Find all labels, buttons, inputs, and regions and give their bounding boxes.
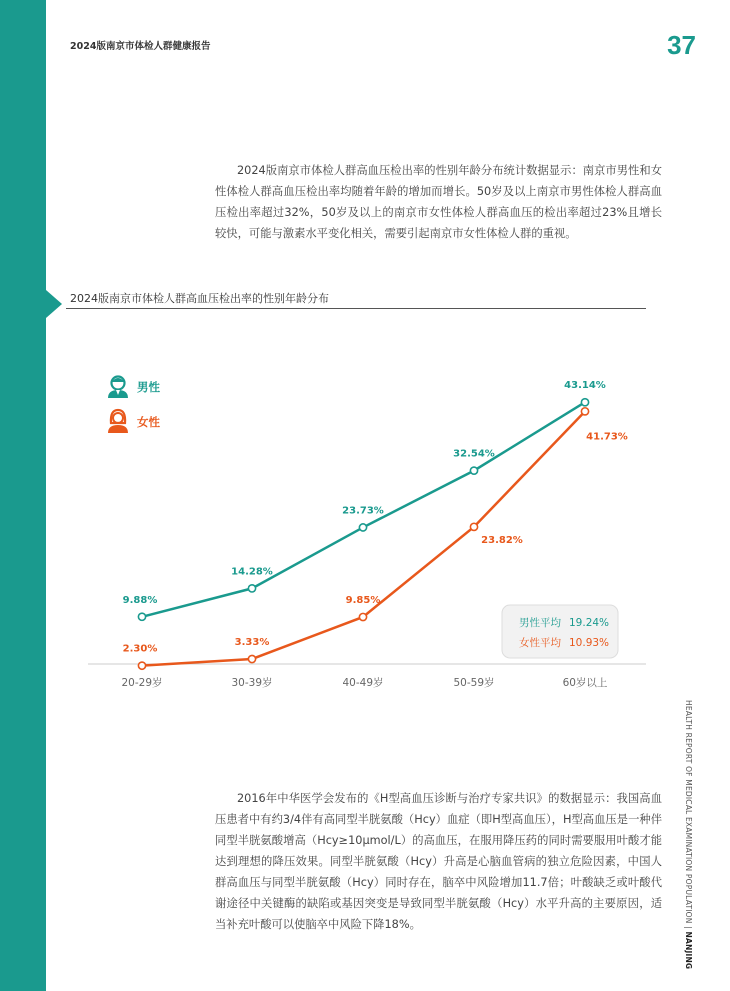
female-average-value: 10.93% (569, 637, 610, 649)
male-data-point (581, 399, 588, 406)
male-average-label: 男性平均 (519, 617, 561, 629)
male-data-point (138, 613, 145, 620)
male-data-label: 32.54% (453, 448, 495, 460)
x-tick-label: 20-29岁 (121, 677, 163, 689)
intro-paragraph-text: 2024版南京市体检人群高血压检出率的性别年龄分布统计数据显示：南京市男性和女性体检人群高血压检出率均随着年龄的增加而增长。50岁及以上南京市男性体检人群高血压检出率超过32%，50岁及以上的南京市女性体检人群高血压的检出率超过23%且增长较快，可能与激素水平变化相关，需要引起南京市女性体检人群的重视。 (215, 164, 662, 240)
side-caption-separator: | (684, 926, 693, 929)
female-average-label: 女性平均 (519, 637, 561, 649)
x-tick-label: 40-49岁 (342, 677, 384, 689)
female-data-point (248, 655, 255, 662)
male-data-point (359, 524, 366, 531)
female-person-icon (108, 410, 128, 433)
closing-paragraph-text: 2016年中华医学会发布的《H型高血压诊断与治疗专家共识》的数据显示：我国高血压患者中有约3/4伴有高同型半胱氨酸（Hcy）血症（即H型高血压），H型高血压是一种伴同型半胱氨酸增高（Hcy≥10μmol/L）的高血压，在服用降压药的同时需要服用叶酸才能达到理想的降压效果。同型半胱氨酸（Hcy）升高是心脑血管病的独立危险因素，中国人群高血压与同型半胱氨酸（Hcy）同时存在，脑卒中风险增加11.7倍；叶酸缺乏或叶酸代谢途径中关键酶的缺陷或基因突变是导致同型半胱氨酸（Hcy）水平升高的主要原因，适当补充叶酸可以使脑卒中风险下降18%。 (215, 792, 662, 931)
closing-paragraph (215, 788, 662, 935)
side-caption (681, 700, 695, 970)
female-data-point (470, 523, 477, 530)
legend-male-label: 男性 (137, 380, 160, 394)
page-number: 37 (667, 30, 696, 60)
legend-female-label: 女性 (137, 415, 160, 429)
side-caption-text (684, 700, 693, 969)
female-data-label: 3.33% (234, 637, 270, 649)
x-tick-label: 50-59岁 (453, 677, 495, 689)
female-data-label: 9.85% (345, 594, 381, 606)
x-axis-ticks (121, 676, 607, 689)
male-data-point (248, 585, 255, 592)
header-title: 2024版南京市体检人群健康报告 (70, 41, 211, 52)
side-caption-report: HEALTH REPORT OF MEDICAL EXAMINATION POPULATION (684, 700, 693, 924)
female-data-point (359, 613, 366, 620)
male-person-icon (108, 377, 128, 399)
female-data-label: 2.30% (122, 643, 158, 655)
chart-section-title: 2024版南京市体检人群高血压检出率的性别年龄分布 (70, 292, 329, 305)
male-data-label: 43.14% (564, 380, 606, 392)
male-data-label: 9.88% (122, 594, 158, 606)
legend (108, 377, 160, 434)
female-data-label: 23.82% (481, 534, 523, 546)
x-tick-label: 30-39岁 (231, 677, 273, 689)
side-caption-city: NANJING (684, 931, 693, 970)
female-data-point (138, 662, 145, 669)
male-average-value: 19.24% (569, 617, 610, 629)
x-tick-label: 60岁以上 (562, 677, 608, 689)
male-data-point (470, 467, 477, 474)
male-data-label: 23.73% (342, 505, 384, 517)
female-data-label: 41.73% (586, 431, 628, 443)
average-summary-box (502, 605, 618, 658)
female-data-point (581, 408, 588, 415)
male-data-label: 14.28% (231, 566, 273, 578)
